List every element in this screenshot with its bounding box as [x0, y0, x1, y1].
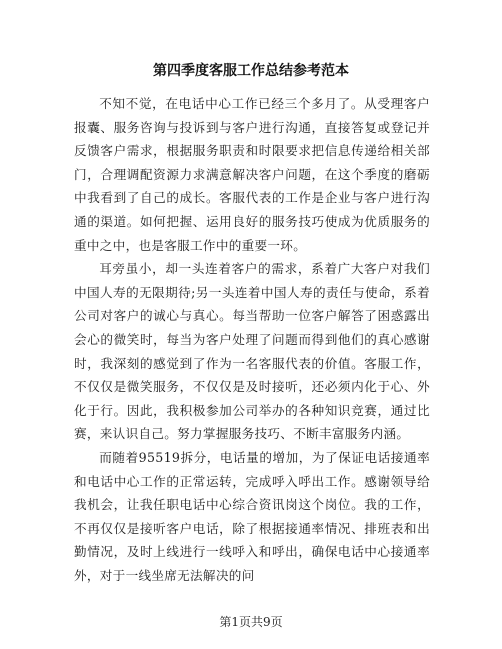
- page-number-footer: 第1页共9页: [219, 615, 283, 629]
- document-title: 第四季度客服工作总结参考范本: [153, 63, 349, 79]
- document-body: [74, 92, 430, 587]
- paragraph-1: 不知不觉，在电话中心工作已经三个多月了。从受理客户报囊、服务咨询与投诉到与客户进行沟通，直接答复或登记并反馈客户需求，根据服务职责和时限要求把信息传递给相关部门，合理调配资源力求满意解决客户问题，在这个季度的磨砺中我看到了自己的成长。客服代表的工作是企业与客户进行沟通的渠道。如何把握、运用良好的服务技巧使成为优质服务的重中之中，也是客服工作中的重要一环。: [74, 96, 430, 253]
- paragraph-2: 耳旁虽小，却一头连着客户的需求，系着广大客户对我们中国人寿的无限期待;另一头连着中国人寿的责任与使命，系着公司对客户的诚心与真心。每当帮助一位客户解答了困惑露出会心的微笑时，每当为客户处理了问题而得到他们的真心感谢时，我深刻的感觉到了作为一名客服代表的价值。客服工作，不仅仅是微笑服务，不仅仅是及时接听，还必须内化于心、外化于行。因此，我积极参加公司举办的各种知识竞赛，通过比赛，来认识自己。努力掌握服务技巧、不断丰富服务内涵。: [74, 261, 430, 442]
- paragraph-3: 而随着95519拆分，电话量的增加，为了保证电话接通率和电话中心工作的正常运转，完成呼入呼出工作。感谢领导给我机会，让我任职电话中心综合资讯岗这个岗位。我的工作，不再仅仅是接听客户电话，除了根据接通率情况、排班表和出勤情况，及时上线进行一线呼入和呼出，确保电话中心接通率外，对于一线坐席无法解决的问: [74, 449, 430, 583]
